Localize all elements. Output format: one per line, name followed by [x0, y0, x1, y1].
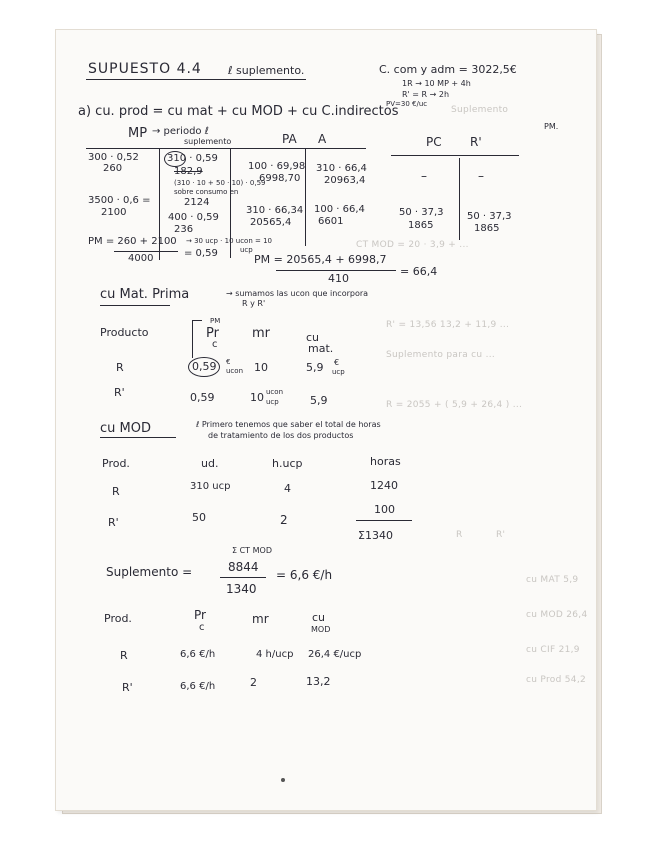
suplemento-den: 1340: [226, 582, 257, 596]
section-underline: [100, 437, 176, 438]
pa-cell: 6998,70: [259, 173, 301, 184]
pm-calc-top: PM = 20565,4 + 6998,7: [254, 253, 387, 266]
cu-mat-title: cu Mat. Prima: [100, 287, 190, 302]
mat-unit: ucon: [226, 367, 244, 375]
prod-cell: 13,2: [306, 675, 331, 688]
a-cell: 20963,4: [324, 175, 366, 186]
mat-cell: 0,59: [190, 391, 215, 404]
col-header: h.ucp: [272, 457, 303, 470]
mp-arrow-note: → periodo ℓ: [152, 126, 209, 137]
col2-cell: 182,9: [174, 166, 203, 177]
prod-cell: 26,4 €/ucp: [308, 649, 362, 660]
prod-cell: 2: [250, 676, 257, 689]
title-note: ℓ suplemento.: [228, 64, 305, 77]
ghost-line: R': [496, 530, 506, 540]
a-cell: 6601: [318, 216, 344, 227]
fraction-bar: [114, 251, 178, 252]
pm-label: PM.: [544, 122, 559, 131]
table-rule: [192, 320, 202, 321]
top-right-line: PV=30 €/uc: [386, 100, 428, 108]
mod-cell: 310 ucp: [190, 481, 231, 492]
col-header: cu: [306, 331, 320, 344]
pm-denominator: 4000: [128, 253, 154, 264]
col2-note: → 30 ucp · 10 ucon = 10: [186, 237, 272, 245]
pm-equation: PM = 260 + 2100: [88, 236, 177, 247]
mat-unit: ucp: [266, 398, 279, 406]
col2-note: ucp: [240, 246, 253, 254]
sum-note: → sumamos las ucon que incorpora: [226, 289, 369, 298]
header-pc: PC: [426, 135, 442, 149]
notebook-page: [56, 30, 596, 810]
pm-value: = 0,59: [184, 248, 218, 259]
col-header: c: [199, 622, 205, 633]
col-header: mr: [252, 612, 269, 626]
a-cell: 100 · 66,4: [314, 204, 365, 215]
ghost-line: cu MAT 5,9: [526, 575, 579, 585]
pc-cell: 50 · 37,3: [399, 207, 444, 218]
col-header: Prod.: [104, 612, 132, 625]
col-header: horas: [370, 455, 401, 468]
suplemento-label: Suplemento =: [106, 565, 193, 579]
ghost-line: R = 2055 + ( 5,9 + 26,4 ) ...: [386, 400, 523, 410]
mat-cell: 10: [254, 361, 268, 374]
col2-cell: (310 · 10 + 50 · 10) · 0,59: [174, 179, 266, 187]
col2-cell: 400 · 0,59: [168, 212, 219, 223]
mat-cell: 10: [250, 391, 264, 404]
top-right-line: 1R → 10 MP + 4h: [402, 79, 471, 88]
pa-cell: 100 · 69,98: [248, 161, 306, 172]
col-header: MOD: [311, 625, 331, 634]
mod-cell: 50: [192, 511, 206, 524]
col-header: mr: [252, 326, 271, 341]
suplemento-note: Σ CT MOD: [232, 546, 272, 555]
mod-row-label: R: [112, 485, 120, 498]
ghost-line: cu CIF 21,9: [526, 645, 580, 655]
pa-cell: 310 · 66,34: [246, 205, 304, 216]
col2-cell: 2124: [184, 197, 210, 208]
page-title: SUPUESTO 4.4: [88, 61, 202, 77]
col-header: Prod.: [102, 457, 130, 470]
mat-unit: €: [226, 358, 231, 366]
mod-note: de tratamiento de los dos productos: [208, 431, 354, 440]
mp-sub-note: suplemento: [184, 137, 232, 146]
row-label: R: [116, 361, 124, 374]
prod-cell: 4 h/ucp: [256, 649, 294, 660]
top-right-line: R' = R → 2h: [402, 90, 450, 99]
mat-cell: 5,9: [306, 361, 324, 374]
ghost-line: R' = 13,56 13,2 + 11,9 ...: [386, 320, 510, 330]
section-underline: [100, 305, 170, 306]
col-header: mat.: [308, 342, 334, 355]
ghost-line: R: [456, 530, 463, 540]
fraction-bar: [276, 270, 396, 271]
mat-cell: 0,59: [192, 360, 217, 373]
mod-cell: 1240: [370, 479, 398, 492]
mp-cell: 300 · 0,52: [88, 152, 139, 163]
ghost-line: CT MOD = 20 · 3,9 + ...: [356, 240, 469, 250]
mat-unit: ucon: [266, 388, 284, 396]
suplemento-value: = 6,6 €/h: [276, 568, 333, 582]
table-rule: [391, 155, 519, 156]
col-header: Pr: [194, 608, 206, 622]
col-header: c: [212, 339, 218, 350]
r1-cell: –: [478, 169, 484, 183]
cost-formula: a) cu. prod = cu mat + cu MOD + cu C.indirectos: [78, 104, 399, 119]
title-underline: [86, 79, 306, 80]
mod-total: Σ1340: [358, 529, 393, 542]
r1-cell: 1865: [474, 223, 500, 234]
mp-cell: 260: [103, 163, 123, 174]
prod-cell: 6,6 €/h: [180, 681, 216, 692]
table-rule: [192, 320, 193, 358]
col2-cell: 310 · 0,59: [167, 153, 218, 164]
mod-row-label: R': [108, 516, 119, 529]
table-rule: [459, 158, 460, 240]
sum-note: R y R': [242, 299, 266, 308]
prod-row-label: R: [120, 649, 128, 662]
suplemento-num: 8844: [228, 560, 259, 574]
header-a: A: [318, 132, 327, 146]
pc-cell: –: [421, 169, 427, 183]
mod-cell: 100: [374, 503, 395, 516]
mp-cell: 2100: [101, 207, 127, 218]
mod-cell: 2: [280, 513, 288, 527]
prod-row-label: R': [122, 681, 133, 694]
col2-note: sobre consumo en: [174, 188, 239, 196]
mp-label: MP: [128, 126, 148, 141]
mp-cell: 3500 · 0,6 =: [88, 195, 151, 206]
ghost-line: Suplemento para cu ...: [386, 350, 496, 360]
col-header: PM: [210, 317, 221, 325]
pm-calc-value: = 66,4: [400, 265, 438, 278]
col-header: cu: [312, 611, 326, 624]
ghost-line: cu Prod 54,2: [526, 675, 587, 685]
header-pa: PA: [282, 132, 297, 146]
pa-cell: 20565,4: [250, 217, 292, 228]
row-label: R': [114, 386, 125, 399]
mat-unit: ucp: [332, 368, 345, 376]
mod-cell: 4: [284, 482, 291, 495]
sum-rule: [356, 520, 412, 521]
col-header: Pr: [206, 326, 219, 341]
header-r1: R': [470, 135, 482, 149]
pc-cell: 1865: [408, 220, 434, 231]
pm-calc-den: 410: [328, 272, 349, 285]
fraction-bar: [220, 577, 266, 578]
col-header: Producto: [100, 326, 149, 339]
r1-cell: 50 · 37,3: [467, 211, 512, 222]
col-header: ud.: [201, 457, 219, 470]
cu-mod-title: cu MOD: [100, 421, 151, 436]
mod-note: ℓ Primero tenemos que saber el total de horas: [196, 420, 381, 429]
table-rule: [86, 148, 366, 149]
mat-cell: 5,9: [310, 394, 328, 407]
mat-unit: €: [334, 358, 340, 367]
col2-cell: 236: [174, 224, 194, 235]
ghost-line: Suplemento: [451, 105, 509, 115]
page-dot: [281, 778, 285, 782]
a-cell: 310 · 66,4: [316, 163, 367, 174]
top-right-line: C. com y adm = 3022,5€: [379, 63, 517, 76]
prod-cell: 6,6 €/h: [180, 649, 216, 660]
ghost-line: cu MOD 26,4: [526, 610, 588, 620]
